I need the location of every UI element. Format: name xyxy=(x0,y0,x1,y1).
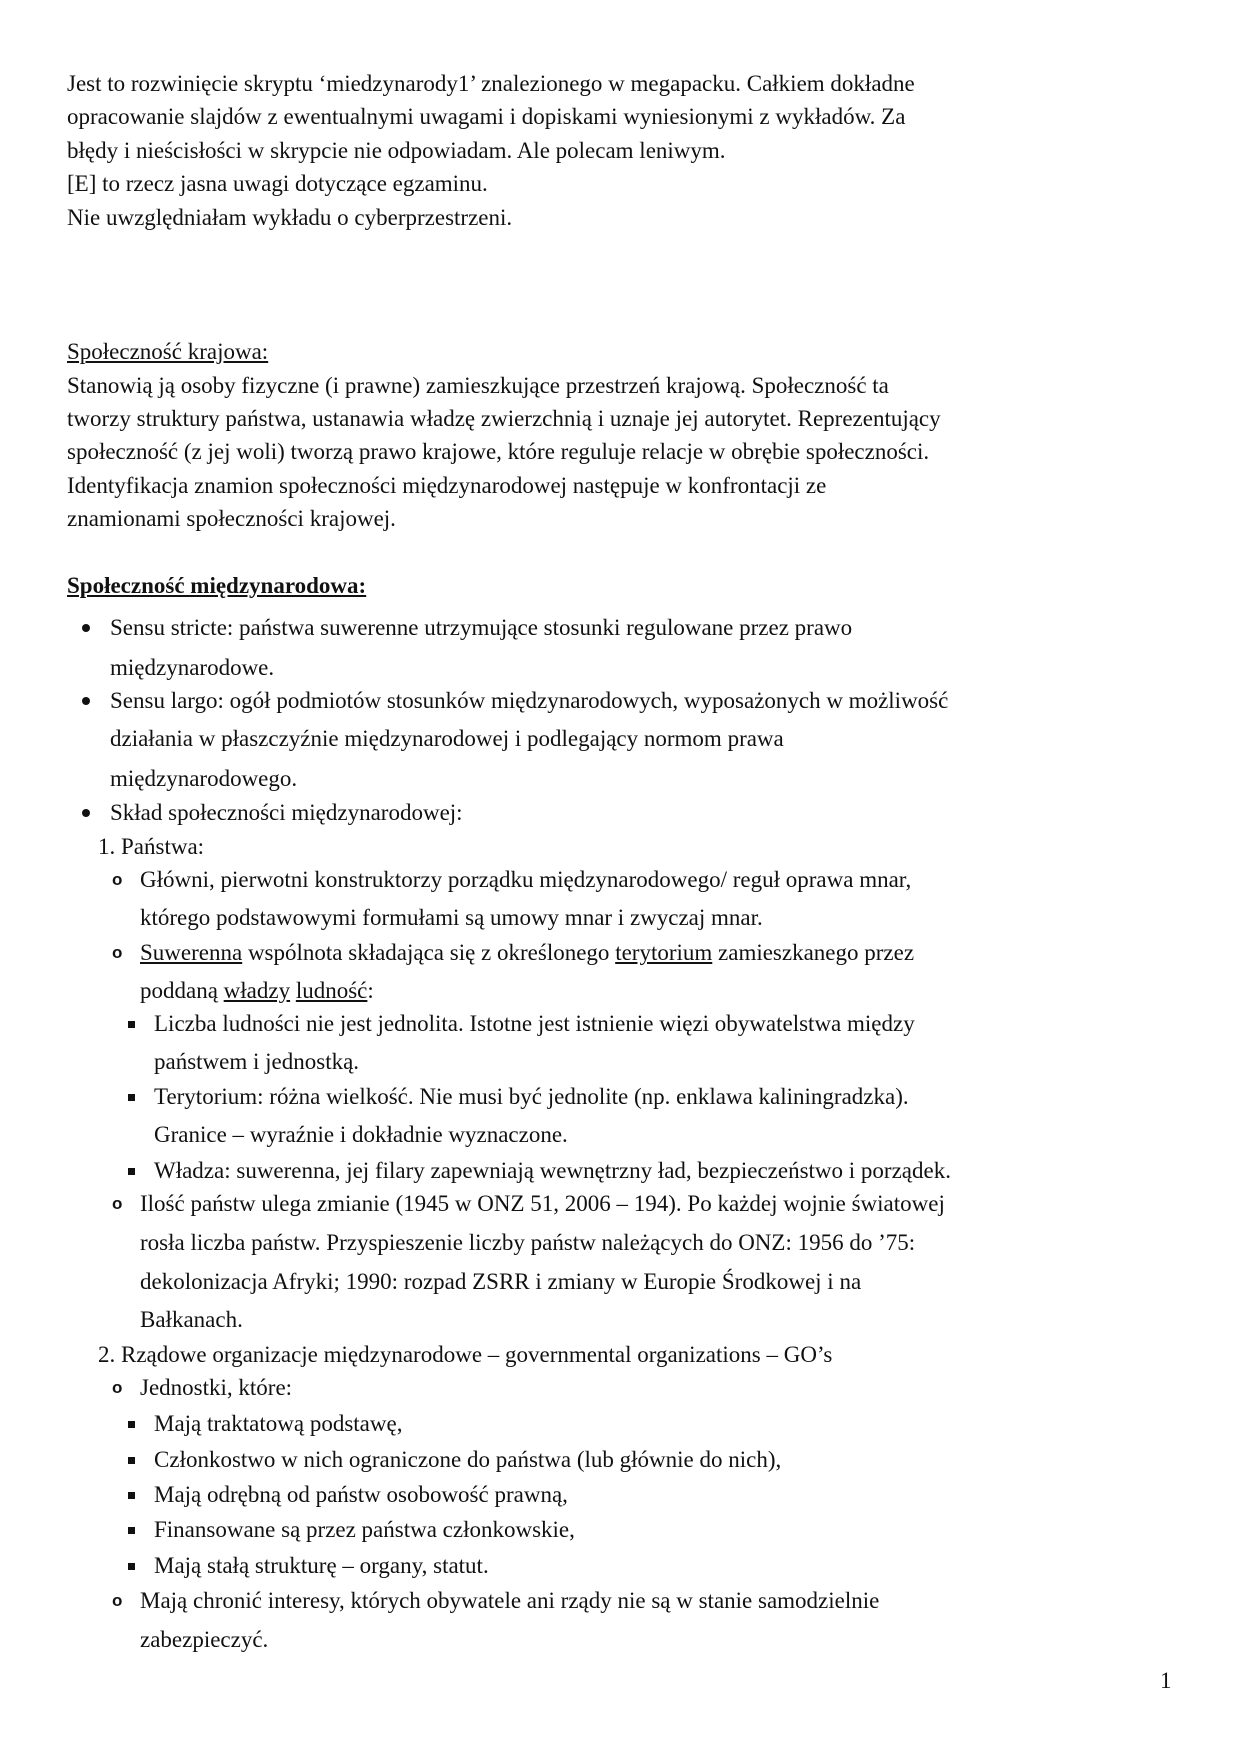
underlined-term: władzy xyxy=(223,978,291,1003)
list-item-cont: Granice – wyraźnie i dokładnie wyznaczone. xyxy=(154,1122,568,1147)
list-item-cont: międzynarodowego. xyxy=(110,766,298,791)
square-bullet-icon xyxy=(128,1021,135,1028)
list-item: Jednostki, które: xyxy=(140,1375,293,1400)
underlined-term: Suwerenna xyxy=(140,940,243,965)
page-number: 1 xyxy=(1160,1668,1172,1693)
list-item: Liczba ludności nie jest jednolita. Istotne jest istnienie więzi obywatelstwa między xyxy=(154,1011,915,1036)
square-bullet-icon xyxy=(128,1457,135,1464)
intro-line: błędy i nieścisłości w skrypcie nie odpowiadam. Ale polecam leniwym. xyxy=(67,138,726,163)
underlined-term: terytorium xyxy=(615,940,713,965)
list-item: Członkostwo w nich ograniczone do państwa (lub głównie do nich), xyxy=(154,1447,782,1472)
list-item-cont: dekolonizacja Afryki; 1990: rozpad ZSRR i zmiany w Europie Środkowej i na xyxy=(140,1269,862,1294)
text: poddaną xyxy=(140,978,224,1003)
bullet-icon xyxy=(82,809,90,817)
numbered-item: 2. Rządowe organizacje międzynarodowe – governmental organizations – GO’s xyxy=(98,1342,833,1367)
square-bullet-icon xyxy=(128,1563,135,1570)
intro-line: opracowanie slajdów z ewentualnymi uwagami i dopiskami wyniesionymi z wykładów. Za xyxy=(67,104,906,129)
list-item: Mają chronić interesy, których obywatele ani rządy nie są w stanie samodzielnie xyxy=(140,1588,880,1613)
heading-miedzynarodowa: Społeczność międzynarodowa: xyxy=(67,573,367,598)
square-bullet-icon xyxy=(128,1094,135,1101)
list-item: Terytorium: różna wielkość. Nie musi być jednolite (np. enklawa kaliningradzka). xyxy=(154,1084,909,1109)
circle-bullet-icon: o xyxy=(112,870,123,889)
list-item-cont: którego podstawowymi formułami są umowy mnar i zwyczaj mnar. xyxy=(140,905,763,930)
square-bullet-icon xyxy=(128,1492,135,1499)
circle-bullet-icon: o xyxy=(112,1194,123,1213)
intro-line: Nie uwzględniałam wykładu o cyberprzestrzeni. xyxy=(67,205,513,230)
list-item: Sensu stricte: państwa suwerenne utrzymujące stosunki regulowane przez prawo xyxy=(110,615,853,640)
list-item: Finansowane są przez państwa członkowskie, xyxy=(154,1517,575,1542)
circle-bullet-icon: o xyxy=(112,1591,123,1610)
list-item: Władza: suwerenna, jej filary zapewniają wewnętrzny ład, bezpieczeństwo i porządek. xyxy=(154,1158,951,1183)
list-item-cont: Bałkanach. xyxy=(140,1307,243,1332)
square-bullet-icon xyxy=(128,1527,135,1534)
square-bullet-icon xyxy=(128,1168,135,1175)
bullet-icon xyxy=(82,624,90,632)
heading-krajowa: Społeczność krajowa: xyxy=(67,339,269,364)
circle-bullet-icon: o xyxy=(112,943,123,962)
list-item: Główni, pierwotni konstruktorzy porządku międzynarodowego/ reguł oprawa mnar, xyxy=(140,867,912,892)
paragraph-line: społeczność (z jej woli) tworzą prawo krajowe, które reguluje relacje w obrębie społeczności. xyxy=(67,439,930,464)
list-item: Skład społeczności międzynarodowej: xyxy=(110,800,463,825)
list-item-cont xyxy=(140,977,374,1005)
bullet-icon xyxy=(82,697,90,705)
paragraph-line: Stanowią ją osoby fizyczne (i prawne) zamieszkujące przestrzeń krajową. Społeczność ta xyxy=(67,373,889,398)
list-item-cont: międzynarodowe. xyxy=(110,655,275,680)
paragraph-line: znamionami społeczności krajowej. xyxy=(67,506,396,531)
list-item: Ilość państw ulega zmianie (1945 w ONZ 51, 2006 – 194). Po każdej wojnie światowej xyxy=(140,1191,945,1216)
list-item: Mają odrębną od państw osobowość prawną, xyxy=(154,1482,568,1507)
list-item-cont: rosła liczba państw. Przyspieszenie liczby państw należących do ONZ: 1956 do ’75: xyxy=(140,1230,916,1255)
intro-line: Jest to rozwinięcie skryptu ‘miedzynarody1’ znalezionego w megapacku. Całkiem dokładne xyxy=(67,71,915,96)
list-item-cont: państwem i jednostką. xyxy=(154,1049,360,1074)
list-item-cont: zabezpieczyć. xyxy=(140,1627,269,1652)
text: : xyxy=(367,978,374,1003)
text: wspólnota składająca się z określonego xyxy=(242,940,616,965)
paragraph-line: tworzy struktury państwa, ustanawia władzę zwierzchnią i uznaje jej autorytet. Reprezentujący xyxy=(67,406,941,431)
underlined-term: ludność xyxy=(295,978,368,1003)
list-item-cont: działania w płaszczyźnie międzynarodowej i podlegający normom prawa xyxy=(110,726,784,751)
list-item xyxy=(140,939,914,967)
intro-line: [E] to rzecz jasna uwagi dotyczące egzaminu. xyxy=(67,171,488,196)
square-bullet-icon xyxy=(128,1421,135,1428)
circle-bullet-icon: o xyxy=(112,1378,123,1397)
paragraph-line: Identyfikacja znamion społeczności międzynarodowej następuje w konfrontacji ze xyxy=(67,473,827,498)
text: zamieszkanego przez xyxy=(712,940,915,965)
numbered-item: 1. Państwa: xyxy=(98,834,205,859)
list-item: Sensu largo: ogół podmiotów stosunków międzynarodowych, wyposażonych w możliwość xyxy=(110,688,949,713)
list-item: Mają traktatową podstawę, xyxy=(154,1411,403,1436)
list-item: Mają stałą strukturę – organy, statut. xyxy=(154,1553,489,1578)
